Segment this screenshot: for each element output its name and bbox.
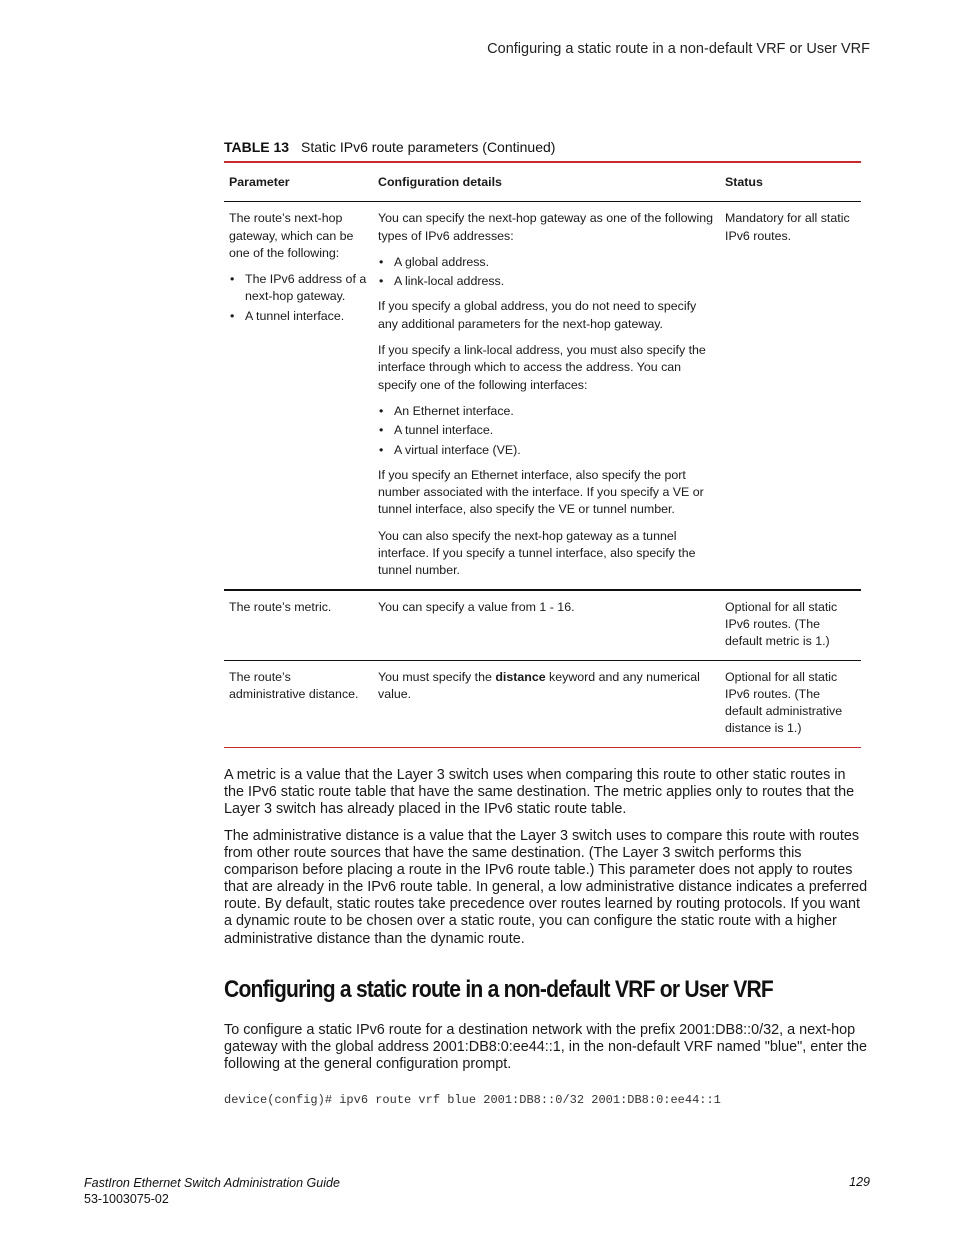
- details-paragraph: You can also specify the next-hop gateway as a tunnel interface. If you specify a tunnel interface, also specify the tunnel number.: [378, 528, 696, 578]
- details-paragraph: You can specify the next-hop gateway as one of the following types of IPv6 addresses:: [378, 211, 714, 243]
- paragraph-text: The administrative distance is a value that the Layer 3 switch uses to compare this route with routes from other route sources that have the same destination. (The Layer 3 switch performs this comparison before placing a route in the IPv6 route table.) This parameter does not apply to routes that are already in the IPv6 route table. In general, a low administrative distance indicates a preferred route. By default, static routes take precedence over routes learned by routing protocols. If you want a dynamic route to be chosen over a static route, you can configure the static route with a higher administrative distance than the dynamic route.: [224, 828, 868, 947]
- paragraph-text: A metric is a value that the Layer 3 switch uses when comparing this route to other static routes in the IPv6 static route table that have the same destination. The metric applies only to routes that the Layer 3 switch has already placed in the IPv6 static route table.: [224, 767, 855, 818]
- parameters-table-container: [224, 161, 861, 748]
- header-parameter: Parameter: [229, 175, 290, 189]
- list-item: • A virtual interface (VE).: [378, 442, 715, 459]
- paragraph-text: To configure a static IPv6 route for a destination network with the prefix 2001:DB8::0/32, a next-hop gateway with the global address 2001:DB8:0:ee44::1, in the non-default VRF named "blue", enter the following at the general configuration prompt.: [224, 1022, 868, 1073]
- address-types-list: [378, 254, 715, 291]
- section-intro-paragraph: [224, 1022, 869, 1073]
- section-heading: Configuring a static route in a non-default VRF or User VRF: [224, 976, 774, 1003]
- footer-doc-info: [84, 1175, 340, 1207]
- list-item: • An Ethernet interface.: [378, 403, 715, 420]
- list-item: • A tunnel interface.: [378, 422, 715, 439]
- details-paragraph: If you specify a global address, you do not need to specify any additional parameters for the next-hop gateway.: [378, 299, 697, 331]
- header-status: Status: [725, 175, 763, 189]
- table-caption-text: Static IPv6 route parameters (Continued): [300, 139, 556, 155]
- cell-details: [373, 202, 720, 590]
- table-caption: [224, 139, 555, 155]
- header-configuration-details: Configuration details: [378, 175, 502, 189]
- details-text: You must specify the: [378, 669, 496, 684]
- list-item: • A global address.: [378, 254, 715, 271]
- cell-status: Mandatory for all static IPv6 routes.: [725, 211, 850, 243]
- cell-parameter: [224, 202, 373, 590]
- table-row: [224, 202, 861, 590]
- interface-types-list: [378, 403, 715, 459]
- admin-distance-paragraph: [224, 828, 869, 948]
- page-number: 129: [849, 1175, 870, 1189]
- details-paragraph: If you specify a link-local address, you must also specify the interface through which to access the address. You can specify one of the following interfaces:: [378, 343, 706, 392]
- footer-doc-number: 53-1003075-02: [84, 1192, 169, 1206]
- cell-status: Optional for all static IPv6 routes. (The default administrative distance is 1.): [725, 669, 843, 736]
- footer-title: FastIron Ethernet Switch Administration Guide: [84, 1176, 340, 1190]
- cell-details: [373, 660, 720, 747]
- parameter-intro: The route’s next-hop gateway, which can be one of the following:: [229, 211, 354, 260]
- list-item: • A tunnel interface.: [229, 308, 368, 325]
- table-label: TABLE 13: [224, 139, 290, 155]
- cell-parameter: The route’s administrative distance.: [229, 669, 359, 701]
- details-text: keyword and any numerical value.: [378, 669, 700, 701]
- cli-code-example: device(config)# ipv6 route vrf blue 2001:DB8::0/32 2001:DB8:0:ee44::1: [224, 1093, 721, 1107]
- table-header-row: [224, 162, 861, 202]
- details-paragraph: If you specify an Ethernet interface, also specify the port number associated with the interface. If you specify a VE or tunnel interface, also specify the VE or tunnel number.: [378, 467, 704, 517]
- table-row: [224, 590, 861, 660]
- table-row: [224, 660, 861, 747]
- running-header: Configuring a static route in a non-default VRF or User VRF: [487, 41, 870, 57]
- list-item: • A link-local address.: [378, 273, 715, 290]
- list-item: • The IPv6 address of a next-hop gateway.: [229, 271, 368, 306]
- cell-details: You can specify a value from 1 - 16.: [378, 599, 575, 614]
- static-ipv6-route-parameters-table: [224, 161, 861, 748]
- metric-paragraph: [224, 767, 869, 818]
- cell-parameter: The route’s metric.: [229, 599, 332, 614]
- parameter-bullet-list: [229, 271, 368, 325]
- cell-status: Optional for all static IPv6 routes. (The default metric is 1.): [725, 599, 838, 649]
- distance-keyword: distance: [495, 669, 546, 684]
